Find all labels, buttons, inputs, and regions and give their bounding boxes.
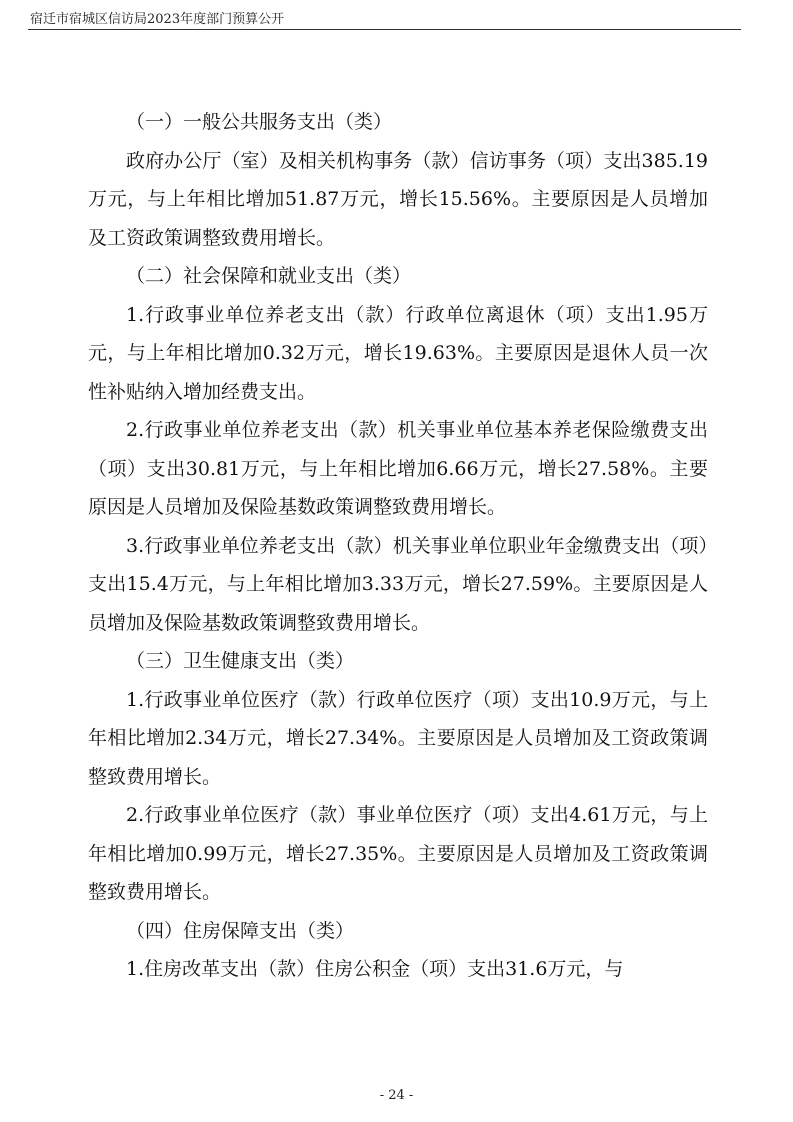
page-number: - 24 - [379,1088,414,1103]
paragraph-occupational-annuity: 3.行政事业单位养老支出（款）机关事业单位职业年金缴费支出（项）支出15.4万元，与上年相比增加3.33万元，增长27.59%。主要原因是人员增加及保险基数政策调整致费用增长。 [88,534,708,634]
paragraph-petition-affairs: 政府办公厅（室）及相关机构事务（款）信访事务（项）支出385.19万元，与上年相比增加51.87万元，增长15.56%。主要原因是人员增加及工资政策调整致费用增长。 [88,149,708,249]
paragraph-institution-medical: 2.行政事业单位医疗（款）事业单位医疗（项）支出4.61万元，与上年相比增加0.99万元，增长27.35%。主要原因是人员增加及工资政策调整致费用增长。 [88,804,708,903]
paragraph-retirement: 1.行政事业单位养老支出（款）行政单位离退休（项）支出1.95万元，与上年相比增加0.32万元，增长19.63%。主要原因是退休人员一次性补贴纳入增加经费支出。 [88,303,708,403]
header-divider [28,29,741,30]
paragraph-admin-medical: 1.行政事业单位医疗（款）行政单位医疗（项）支出10.9万元，与上年相比增加2.34万元，增长27.34%。主要原因是人员增加及工资政策调整致费用增长。 [88,688,708,788]
paragraph-basic-pension-insurance: 2.行政事业单位养老支出（款）机关事业单位基本养老保险缴费支出（项）支出30.81万元，与上年相比增加6.66万元，增长27.58%。主要原因是人员增加及保险基数政策调整致费用增长。 [88,419,708,518]
page-header: 宿迁市宿城区信访局2023年度部门预算公开 [30,12,285,27]
paragraph-housing-fund: 1.住房改革支出（款）住房公积金（项）支出31.6万元，与 [126,958,624,980]
section-heading-health: （三）卫生健康支出（类） [126,650,355,672]
section-heading-housing: （四）住房保障支出（类） [126,919,355,942]
section-heading-general-public-services: （一）一般公共服务支出（类） [126,111,393,133]
section-heading-social-security: （二）社会保障和就业支出（类） [126,265,412,287]
document-body [88,103,708,989]
